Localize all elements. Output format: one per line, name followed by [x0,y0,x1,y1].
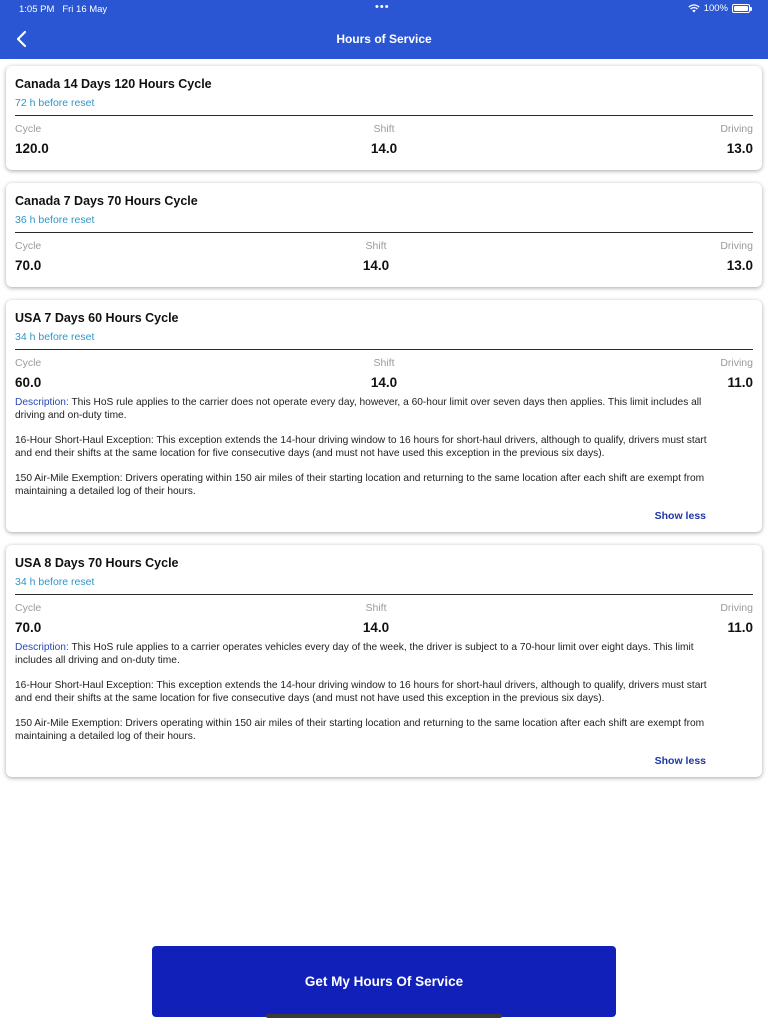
status-bar [0,0,768,18]
home-indicator[interactable] [266,1014,502,1018]
shift-label: Shift [365,602,387,614]
description-text: This HoS rule applies to the carrier does not operate every day, however, a 60-hour limit over seven days then applies. This limit includes all driving and on-duty time. [15,397,702,421]
shift-label: Shift [373,357,395,369]
status-time [19,4,107,15]
divider [15,115,753,116]
description-label: Description: [15,642,69,653]
page-title: Hours of Service [336,32,432,46]
cycle-value: 60.0 [15,375,42,390]
shift-value: 14.0 [370,375,398,390]
card-title: Canada 14 Days 120 Hours Cycle [15,77,212,91]
card-title: USA 8 Days 70 Hours Cycle [15,556,179,570]
time-text: 1:05 PM [19,4,55,15]
cycle-label: Cycle [15,357,42,369]
cycle-value: 120.0 [15,141,49,156]
card-title: USA 7 Days 60 Hours Cycle [15,311,179,325]
multitask-dots[interactable]: ••• [375,1,390,13]
shift-label: Shift [373,123,395,135]
description-text: This HoS rule applies to a carrier operates vehicles every day of the week, the driver is subject to a 70-hour limit over eight days. This limit includes all driving and on-duty time. [15,642,694,666]
status-right [688,3,750,14]
driving-label: Driving [720,240,753,252]
driving-value: 11.0 [727,620,753,635]
description-paragraph [15,396,713,422]
description-paragraph [15,641,713,667]
header-bar [0,0,768,59]
shift-value: 14.0 [370,141,398,156]
hos-card [6,183,762,287]
cycle-value: 70.0 [15,620,42,635]
divider [15,594,753,595]
cycle-value: 70.0 [15,258,42,273]
wifi-icon [688,4,700,13]
hos-card [6,66,762,170]
reset-text: 34 h before reset [15,331,95,343]
reset-text: 34 h before reset [15,576,95,588]
reset-text: 36 h before reset [15,214,95,226]
exemption-paragraph: 150 Air-Mile Exemption: Drivers operating within 150 air miles of their starting location and returning to the same location after each shift are exempt from maintaining a detailed log of their hours. [15,718,705,742]
battery-text: 100% [703,3,728,14]
reset-text: 72 h before reset [15,97,95,109]
cycle-label: Cycle [15,123,42,135]
card-title: Canada 7 Days 70 Hours Cycle [15,194,198,208]
shift-value: 14.0 [362,620,390,635]
driving-value: 13.0 [726,258,753,273]
driving-label: Driving [720,357,753,369]
driving-value: 13.0 [726,141,753,156]
rule-description [15,396,713,510]
divider [15,232,753,233]
exception-paragraph: 16-Hour Short-Haul Exception: This exception extends the 14-hour driving window to 16 hours for short-haul drivers, although to qualify, drivers must start and end their shifts at the same location for five consecutive days (and must not have used this exception in the previous six days). [15,435,707,459]
rule-description [15,641,713,755]
driving-label: Driving [720,602,753,614]
driving-label: Driving [720,123,753,135]
date-text: Fri 16 May [62,4,108,15]
battery-icon [732,4,750,13]
hos-card-expanded [6,545,762,777]
shift-value: 14.0 [362,258,390,273]
driving-value: 11.0 [727,375,753,390]
divider [15,349,753,350]
cycle-label: Cycle [15,602,42,614]
description-label: Description: [15,397,69,408]
shift-label: Shift [365,240,387,252]
show-less-link[interactable]: Show less [654,510,706,522]
exemption-paragraph: 150 Air-Mile Exemption: Drivers operating within 150 air miles of their starting location and returning to the same location after each shift are exempt from maintaining a detailed log of their hours. [15,473,705,497]
show-less-link[interactable]: Show less [654,755,706,767]
get-hours-button[interactable]: Get My Hours Of Service [152,946,616,1017]
hos-card-expanded [6,300,762,532]
cycle-label: Cycle [15,240,42,252]
exception-paragraph: 16-Hour Short-Haul Exception: This exception extends the 14-hour driving window to 16 hours for short-haul drivers, although to qualify, drivers must start and end their shifts at the same location for five consecutive days (and must not have used this exception in the previous six days). [15,680,707,704]
